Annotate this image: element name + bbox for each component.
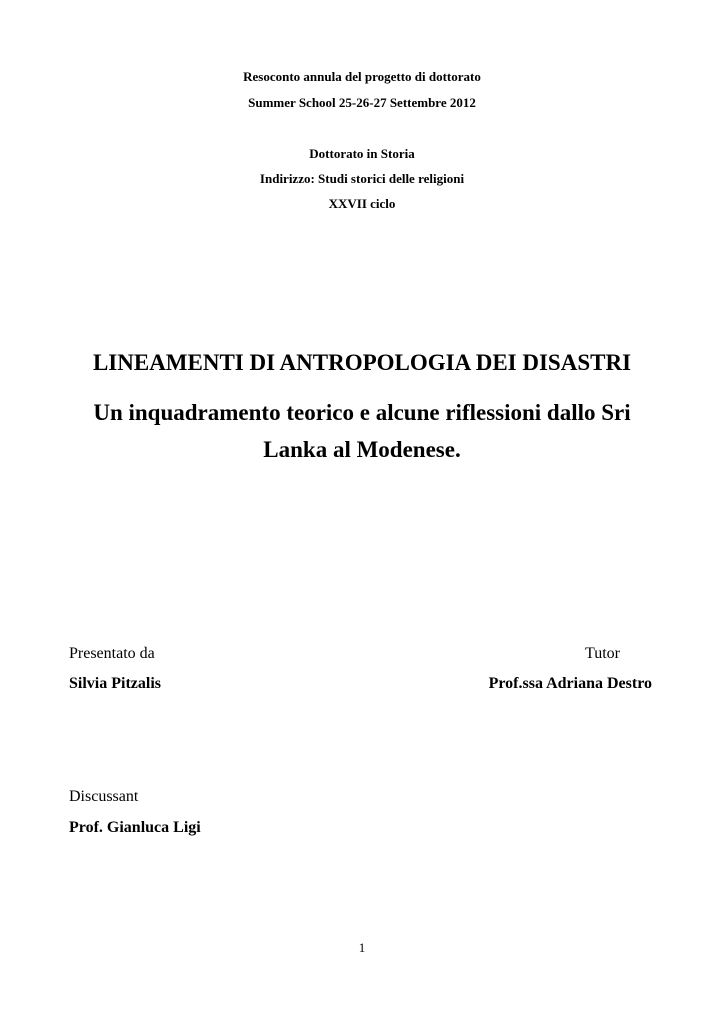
discussant-name: Prof. Gianluca Ligi [69, 819, 201, 836]
discussant-label: Discussant [69, 788, 139, 805]
subtitle-line-2: Lanka al Modenese. [263, 437, 461, 462]
presenter-name: Silvia Pitzalis [69, 675, 161, 692]
report-title: Resoconto annula del progetto di dottorato [243, 69, 481, 84]
tutor-label: Tutor [585, 645, 620, 662]
page-number: 1 [358, 940, 366, 955]
program-track: Indirizzo: Studi storici delle religioni [259, 171, 465, 186]
tutor-name: Prof.ssa Adriana Destro [488, 675, 652, 692]
subtitle-line-1: Un inquadramento teorico e alcune riflessioni dallo Sri [93, 400, 631, 425]
event-title: Summer School 25-26-27 Settembre 2012 [248, 95, 476, 110]
presenter-label: Presentato da [69, 645, 155, 662]
main-title: LINEAMENTI DI ANTROPOLOGIA DEI DISASTRI [92, 350, 632, 375]
program-title: Dottorato in Storia [309, 146, 415, 161]
program-cycle: XXVII ciclo [328, 196, 396, 211]
